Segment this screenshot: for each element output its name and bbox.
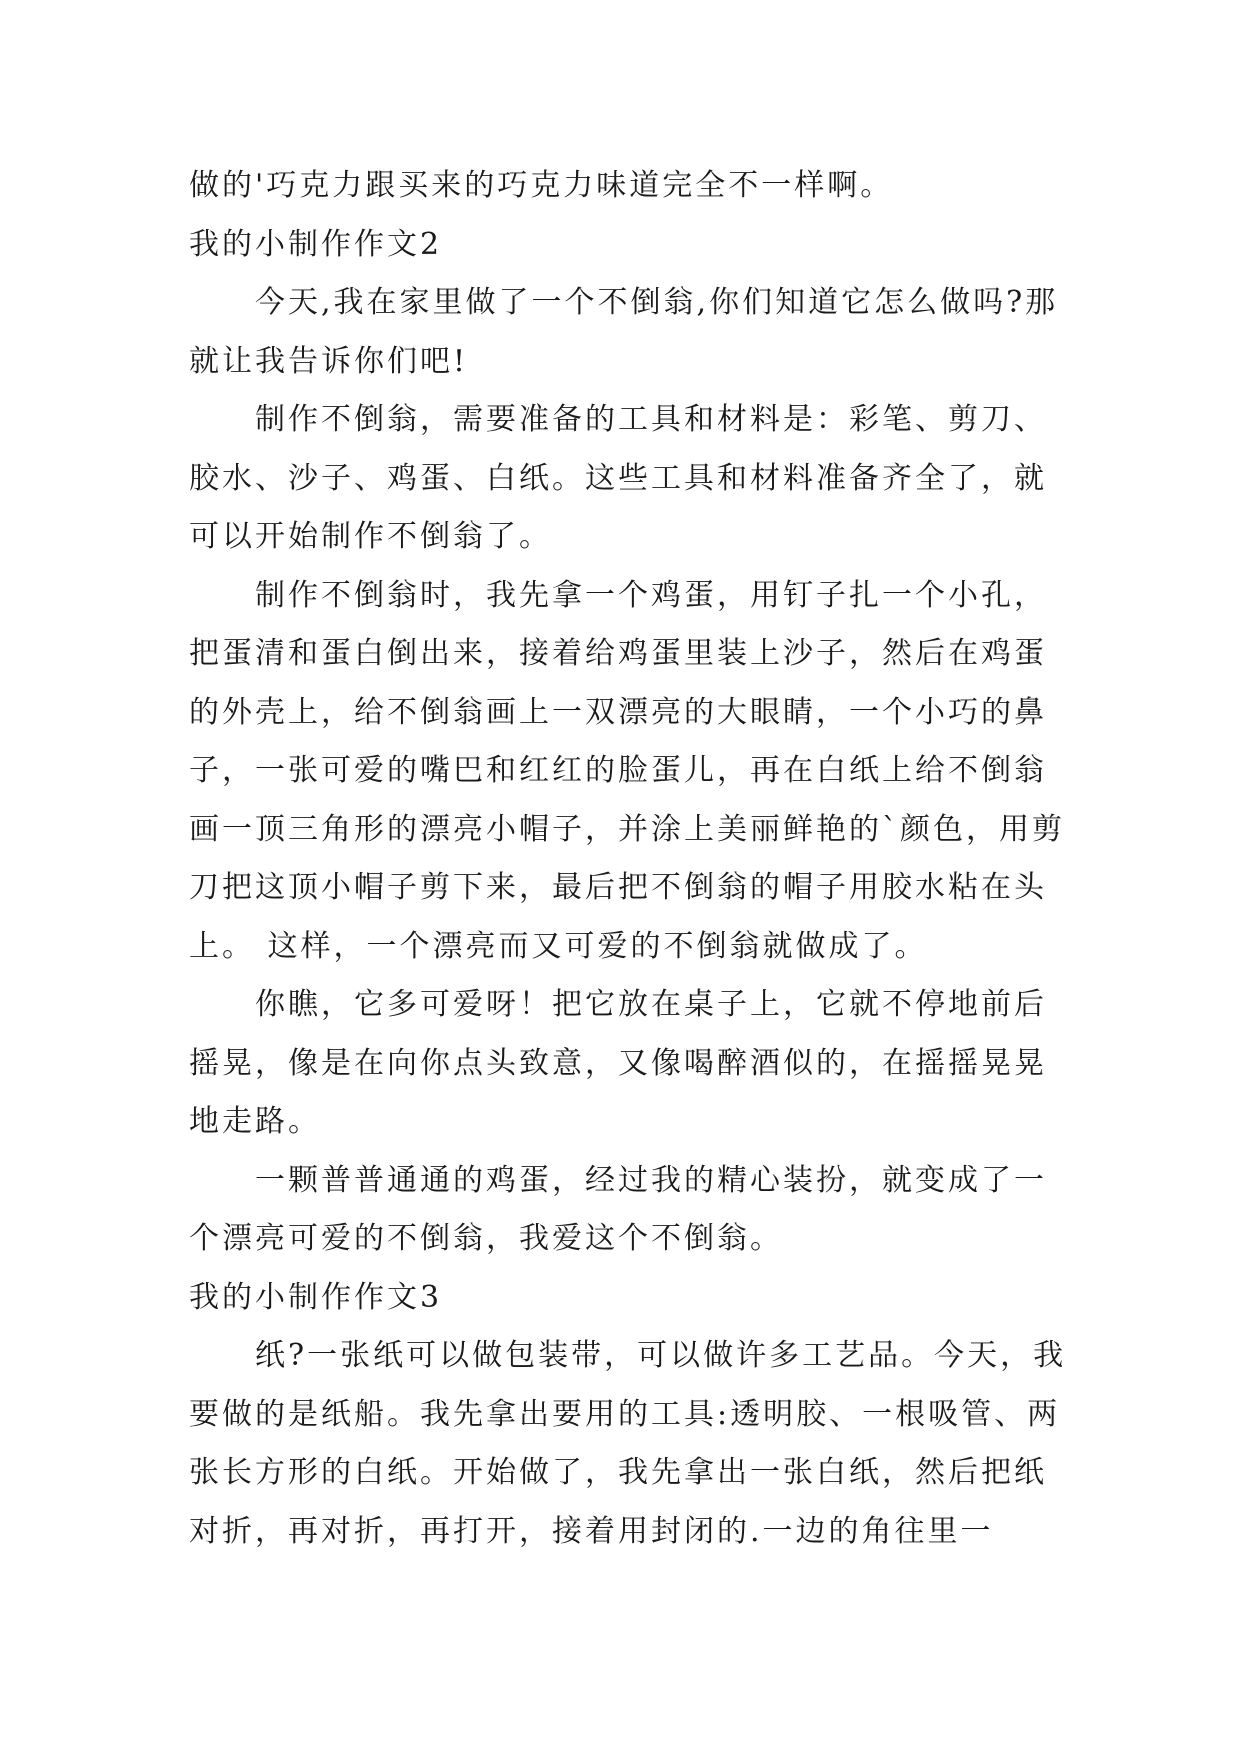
paragraph: 纸?一张纸可以做包装带，可以做许多工艺品。今天，我要做的是纸船。我先拿出要用的工具:透明胶、一根吸管、两张长方形的白纸。开始做了，我先拿出一张白纸，然后把纸对折，再对折，再打开，接着用封闭的.一边的角往里一: [189, 1338, 1067, 1549]
paragraph: 制作不倒翁时，我先拿一个鸡蛋，用钉子扎一个小孔，把蛋清和蛋白倒出来，接着给鸡蛋里装上沙子，然后在鸡蛋的外壳上，给不倒翁画上一双漂亮的大眼睛，一个小巧的鼻子，一张可爱的嘴巴和红红的脸蛋儿，再在白纸上给不倒翁画一顶三角形的漂亮小帽子，并涂上美丽鲜艳的`颜色，用剪刀把这顶小帽子剪下来，最后把不倒翁的帽子用胶水粘在头上。 这样，一个漂亮而又可爱的不倒翁就做成了。: [189, 577, 1065, 964]
section-heading-2: 我的小制作作文2: [189, 226, 443, 262]
paragraph: 制作不倒翁，需要准备的工具和材料是：彩笔、剪刀、胶水、沙子、鸡蛋、白纸。这些工具和材料准备齐全了，就可以开始制作不倒翁了。: [189, 402, 1047, 554]
section-heading-3: 我的小制作作文3: [189, 1279, 443, 1315]
document-body: [189, 157, 1069, 1561]
paragraph: 一颗普普通通的鸡蛋，经过我的精心装扮，就变成了一个漂亮可爱的不倒翁，我爱这个不倒翁。: [189, 1162, 1047, 1256]
paragraph: 你瞧，它多可爱呀！把它放在桌子上，它就不停地前后摇晃，像是在向你点头致意，又像喝醉酒似的，在摇摇晃晃地走路。: [189, 987, 1047, 1139]
paragraph: 今天,我在家里做了一个不倒翁,你们知道它怎么做吗?那就让我告诉你们吧!: [189, 285, 1059, 379]
paragraph-continuation: 做的'巧克力跟买来的巧克力味道完全不一样啊。: [189, 168, 894, 203]
